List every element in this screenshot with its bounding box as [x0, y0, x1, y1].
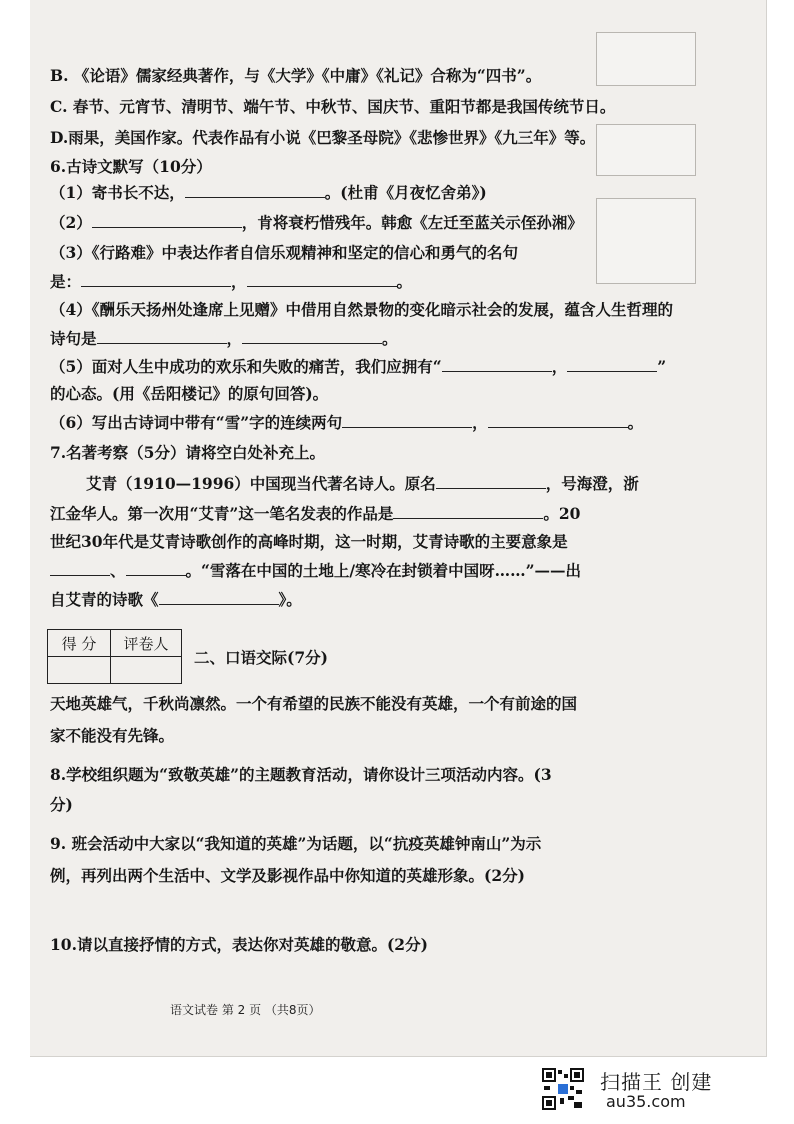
q6-item-5-prompt — [50, 357, 666, 377]
q7-line-1-prefix: 艾青（1910—1996）中国现当代著名诗人。原名 — [86, 474, 436, 493]
q6-item-3-end: 。 — [396, 272, 413, 291]
q6-item-5-close: ” — [657, 357, 667, 376]
page-footer: 语文试卷 第 2 页 （共8页） — [170, 1003, 321, 1017]
q8-line-1: 8.学校组织题为“致敬英雄”的主题教育活动，请你设计三项活动内容。(3 — [50, 765, 552, 784]
answer-blank[interactable] — [185, 183, 325, 198]
answer-blank[interactable] — [567, 357, 657, 372]
q6-item-5-prefix: （5）面对人生中成功的欢乐和失败的痛苦，我们应拥有“ — [50, 357, 442, 376]
q6-item-2 — [50, 213, 583, 233]
q8-line-2: 分) — [50, 795, 73, 814]
section-2-intro-2: 家不能没有先锋。 — [50, 726, 175, 745]
answer-blank[interactable] — [342, 413, 472, 428]
q6-item-4-answer — [50, 329, 398, 349]
q6-title: 6.古诗文默写（10分） — [50, 157, 212, 176]
q6-item-3-prompt: （3）《行路难》中表达作者自信乐观精神和坚定的信心和勇气的名句 — [50, 243, 519, 262]
score-table — [47, 629, 182, 684]
q6-item-3-prefix: 是： — [50, 272, 82, 291]
q9-line-2: 例，再列出两个生活中、文学及影视作品中你知道的英雄形象。(2分) — [50, 866, 525, 885]
answer-blank[interactable] — [81, 272, 231, 287]
q7-line-2-prefix: 江金华人。第一次用“艾青”这一笔名发表的作品是 — [50, 504, 394, 523]
option-c: C. 春节、元宵节、清明节、端午节、中秋节、国庆节、重阳节都是我国传统节日。 — [50, 97, 616, 116]
qr-code-icon — [542, 1068, 584, 1110]
q7-line-2-suffix: 。20 — [543, 504, 581, 523]
grader-cell[interactable] — [111, 657, 182, 684]
q6-item-5-note: 的心态。(用《岳阳楼记》的原句回答)。 — [50, 384, 329, 403]
q6-item-1-prefix: （1）寄书长不达， — [50, 183, 185, 202]
q6-item-5-sep: ， — [551, 357, 568, 376]
q7-line-4-sep: 、 — [110, 561, 126, 580]
answer-blank[interactable] — [442, 357, 552, 372]
answer-blank[interactable] — [126, 561, 186, 576]
q6-item-4-end: 。 — [382, 329, 398, 348]
q6-item-4-prompt: （4）《酬乐天扬州处逢席上见赠》中借用自然景物的变化暗示社会的发展，蕴含人生哲理的 — [50, 300, 674, 319]
q7-title: 7.名著考察（5分）请将空白处补充上。 — [50, 443, 325, 462]
margin-box-middle — [596, 124, 696, 176]
q7-line-5-prefix: 自艾青的诗歌《 — [50, 590, 159, 609]
q6-item-2-suffix: ，肯将衰朽惜残年。韩愈《左迁至蓝关示侄孙湘》 — [241, 213, 583, 232]
q7-line-4-suffix: 。“雪落在中国的土地上/寒冷在封锁着中国呀……”——出 — [185, 561, 582, 580]
q7-line-1 — [86, 474, 639, 494]
q7-line-4 — [50, 561, 581, 581]
answer-blank[interactable] — [97, 329, 227, 344]
q9-line-1: 9. 班会活动中大家以“我知道的英雄”为话题，以“抗疫英雄钟南山”为示 — [50, 834, 542, 853]
q7-line-2 — [50, 504, 580, 524]
q6-item-2-prefix: （2） — [50, 213, 92, 232]
option-b: B. 《论语》儒家经典著作，与《大学》《中庸》《礼记》合称为“四书”。 — [50, 66, 542, 85]
q6-item-4-prefix: 诗句是 — [50, 329, 97, 348]
answer-blank[interactable] — [436, 474, 546, 489]
grader-header: 评卷人 — [111, 630, 182, 657]
q6-item-6-end: 。 — [627, 413, 644, 432]
margin-box-lower — [596, 198, 696, 284]
watermark-url: au35.com — [606, 1092, 686, 1111]
answer-blank[interactable] — [242, 329, 382, 344]
q6-item-6 — [50, 413, 643, 433]
margin-box-top — [596, 32, 696, 86]
q6-item-3-answer — [50, 272, 412, 292]
section-2-title: 二、口语交际(7分) — [194, 648, 328, 667]
q7-line-3: 世纪30年代是艾青诗歌创作的高峰时期，这一时期，艾青诗歌的主要意象是 — [50, 532, 568, 551]
q6-item-6-prefix: （6）写出古诗词中带有“雪”字的连续两句 — [50, 413, 343, 432]
q6-item-4-sep: ， — [226, 329, 243, 348]
answer-blank[interactable] — [247, 272, 397, 287]
q7-line-5-suffix: 》。 — [278, 590, 302, 609]
answer-blank[interactable] — [393, 504, 543, 519]
q7-line-1-suffix: ，号海澄，浙 — [545, 474, 639, 493]
score-cell[interactable] — [48, 657, 111, 684]
answer-blank[interactable] — [50, 561, 110, 576]
score-header: 得 分 — [48, 630, 111, 657]
answer-blank[interactable] — [92, 213, 242, 228]
answer-blank[interactable] — [159, 590, 279, 605]
q6-item-6-sep: ， — [472, 413, 488, 432]
answer-blank[interactable] — [488, 413, 628, 428]
section-2-intro-1: 天地英雄气，千秋尚凛然。一个有希望的民族不能没有英雄，一个有前途的国 — [50, 694, 578, 713]
q6-item-1 — [50, 183, 487, 203]
option-d: D.雨果，美国作家。代表作品有小说《巴黎圣母院》《悲惨世界》《九三年》等。 — [50, 128, 596, 147]
q7-line-5 — [50, 590, 302, 610]
q6-item-1-suffix: 。(杜甫《月夜忆舍弟》) — [324, 183, 487, 202]
watermark-brand: 扫描王 创建 — [600, 1070, 713, 1094]
q10-line-1: 10.请以直接抒情的方式，表达你对英雄的敬意。(2分) — [50, 935, 428, 954]
q6-item-3-sep: ， — [231, 272, 247, 291]
